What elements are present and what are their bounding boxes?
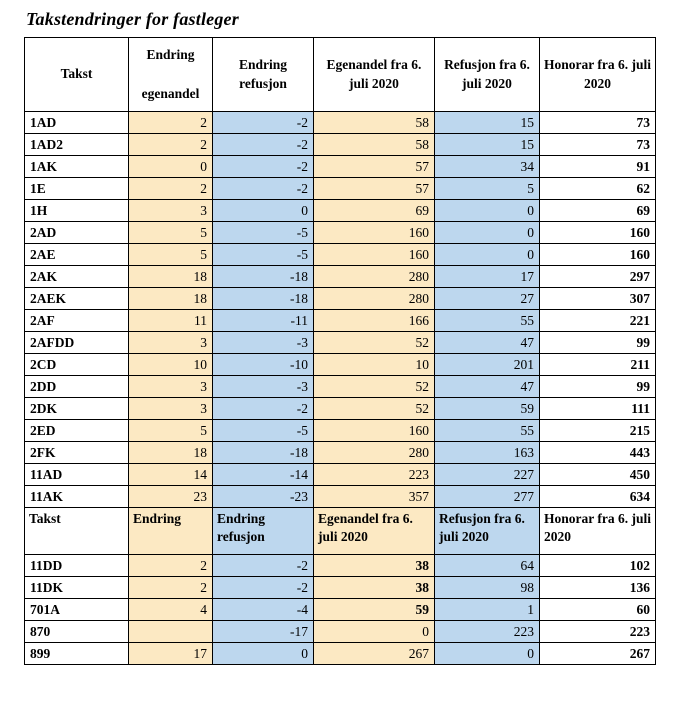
header2-endring-refusjon: Endring refusjon xyxy=(213,508,314,555)
refusjon-cell: 64 xyxy=(435,555,540,577)
endring-egenandel-cell: 2 xyxy=(129,112,213,134)
rows-top-section xyxy=(25,112,656,508)
egenandel-cell: 0 xyxy=(314,621,435,643)
endring-refusjon-cell: -2 xyxy=(213,555,314,577)
refusjon-cell: 47 xyxy=(435,376,540,398)
endring-refusjon-cell: 0 xyxy=(213,200,314,222)
header-row-mid xyxy=(25,508,656,555)
table-row xyxy=(25,178,656,200)
honorar-cell: 297 xyxy=(540,266,656,288)
header-refusjon-fra: Refusjon fra 6. juli 2020 xyxy=(435,38,540,112)
endring-egenandel-cell: 3 xyxy=(129,376,213,398)
endring-refusjon-cell: -2 xyxy=(213,178,314,200)
table-row xyxy=(25,577,656,599)
takst-code-cell: 2AFDD xyxy=(25,332,129,354)
header2-egenandel-fra: Egenandel fra 6. juli 2020 xyxy=(314,508,435,555)
table-row xyxy=(25,486,656,508)
table-row xyxy=(25,200,656,222)
table-row xyxy=(25,464,656,486)
header2-honorar-fra: Honorar fra 6. juli 2020 xyxy=(540,508,656,555)
egenandel-cell: 52 xyxy=(314,332,435,354)
endring-egenandel-cell: 17 xyxy=(129,643,213,665)
refusjon-cell: 55 xyxy=(435,310,540,332)
egenandel-cell: 69 xyxy=(314,200,435,222)
table-row xyxy=(25,555,656,577)
endring-refusjon-cell: -5 xyxy=(213,222,314,244)
endring-egenandel-cell: 2 xyxy=(129,555,213,577)
refusjon-cell: 98 xyxy=(435,577,540,599)
refusjon-cell: 55 xyxy=(435,420,540,442)
endring-refusjon-cell: -10 xyxy=(213,354,314,376)
refusjon-cell: 201 xyxy=(435,354,540,376)
endring-refusjon-cell: -2 xyxy=(213,112,314,134)
page-title: Takstendringer for fastleger xyxy=(26,9,239,29)
endring-refusjon-cell: -5 xyxy=(213,244,314,266)
honorar-cell: 307 xyxy=(540,288,656,310)
endring-refusjon-cell: -17 xyxy=(213,621,314,643)
takst-code-cell: 1AD xyxy=(25,112,129,134)
header2-endring: Endring xyxy=(129,508,213,555)
takst-code-cell: 11AD xyxy=(25,464,129,486)
rows-bottom-section xyxy=(25,555,656,665)
refusjon-cell: 59 xyxy=(435,398,540,420)
egenandel-cell: 38 xyxy=(314,577,435,599)
egenandel-cell: 57 xyxy=(314,156,435,178)
endring-refusjon-cell: -18 xyxy=(213,442,314,464)
header-egenandel-fra: Egenandel fra 6. juli 2020 xyxy=(314,38,435,112)
refusjon-cell: 163 xyxy=(435,442,540,464)
honorar-cell: 99 xyxy=(540,376,656,398)
honorar-cell: 160 xyxy=(540,244,656,266)
header-endring-egenandel xyxy=(129,38,213,112)
egenandel-cell: 160 xyxy=(314,222,435,244)
honorar-cell: 221 xyxy=(540,310,656,332)
header-honorar-fra: Honorar fra 6. juli 2020 xyxy=(540,38,656,112)
endring-refusjon-cell: 0 xyxy=(213,643,314,665)
takst-code-cell: 11AK xyxy=(25,486,129,508)
takst-code-cell: 2FK xyxy=(25,442,129,464)
honorar-cell: 136 xyxy=(540,577,656,599)
table-row xyxy=(25,621,656,643)
refusjon-cell: 0 xyxy=(435,643,540,665)
endring-egenandel-cell: 14 xyxy=(129,464,213,486)
egenandel-cell: 280 xyxy=(314,288,435,310)
header-takst: Takst xyxy=(25,38,129,112)
endring-egenandel-cell: 5 xyxy=(129,222,213,244)
endring-egenandel-cell: 3 xyxy=(129,200,213,222)
header-endring-refusjon: Endring refusjon xyxy=(213,38,314,112)
table-row xyxy=(25,332,656,354)
table-row xyxy=(25,112,656,134)
egenandel-cell: 38 xyxy=(314,555,435,577)
endring-refusjon-cell: -3 xyxy=(213,376,314,398)
refusjon-cell: 277 xyxy=(435,486,540,508)
takst-table xyxy=(24,37,656,665)
refusjon-cell: 34 xyxy=(435,156,540,178)
honorar-cell: 99 xyxy=(540,332,656,354)
egenandel-cell: 223 xyxy=(314,464,435,486)
honorar-cell: 450 xyxy=(540,464,656,486)
header2-takst: Takst xyxy=(25,508,129,555)
endring-refusjon-cell: -14 xyxy=(213,464,314,486)
egenandel-cell: 52 xyxy=(314,398,435,420)
honorar-cell: 111 xyxy=(540,398,656,420)
takst-code-cell: 701A xyxy=(25,599,129,621)
takst-code-cell: 2ED xyxy=(25,420,129,442)
endring-refusjon-cell: -23 xyxy=(213,486,314,508)
table-row xyxy=(25,222,656,244)
takst-code-cell: 1E xyxy=(25,178,129,200)
takst-code-cell: 1AK xyxy=(25,156,129,178)
honorar-cell: 69 xyxy=(540,200,656,222)
endring-egenandel-cell: 18 xyxy=(129,442,213,464)
endring-egenandel-cell xyxy=(129,621,213,643)
honorar-cell: 160 xyxy=(540,222,656,244)
table-row xyxy=(25,134,656,156)
endring-egenandel-cell: 5 xyxy=(129,420,213,442)
table-row xyxy=(25,420,656,442)
takst-code-cell: 11DD xyxy=(25,555,129,577)
endring-egenandel-cell: 5 xyxy=(129,244,213,266)
egenandel-cell: 58 xyxy=(314,134,435,156)
takst-code-cell: 2AF xyxy=(25,310,129,332)
takst-code-cell: 11DK xyxy=(25,577,129,599)
table-row xyxy=(25,244,656,266)
refusjon-cell: 0 xyxy=(435,222,540,244)
table-row xyxy=(25,156,656,178)
endring-refusjon-cell: -2 xyxy=(213,156,314,178)
refusjon-cell: 1 xyxy=(435,599,540,621)
table-row xyxy=(25,398,656,420)
header-endring-line1: Endring xyxy=(146,46,195,62)
endring-egenandel-cell: 0 xyxy=(129,156,213,178)
takst-code-cell: 2CD xyxy=(25,354,129,376)
endring-refusjon-cell: -18 xyxy=(213,288,314,310)
endring-egenandel-cell: 11 xyxy=(129,310,213,332)
honorar-cell: 73 xyxy=(540,112,656,134)
honorar-cell: 223 xyxy=(540,621,656,643)
egenandel-cell: 59 xyxy=(314,599,435,621)
takst-code-cell: 2DK xyxy=(25,398,129,420)
takst-code-cell: 2AEK xyxy=(25,288,129,310)
egenandel-cell: 267 xyxy=(314,643,435,665)
table-row xyxy=(25,442,656,464)
honorar-cell: 443 xyxy=(540,442,656,464)
endring-refusjon-cell: -2 xyxy=(213,398,314,420)
egenandel-cell: 160 xyxy=(314,420,435,442)
honorar-cell: 60 xyxy=(540,599,656,621)
endring-refusjon-cell: -4 xyxy=(213,599,314,621)
table-row xyxy=(25,599,656,621)
egenandel-cell: 280 xyxy=(314,442,435,464)
refusjon-cell: 5 xyxy=(435,178,540,200)
honorar-cell: 211 xyxy=(540,354,656,376)
endring-egenandel-cell: 4 xyxy=(129,599,213,621)
egenandel-cell: 58 xyxy=(314,112,435,134)
honorar-cell: 634 xyxy=(540,486,656,508)
egenandel-cell: 357 xyxy=(314,486,435,508)
takst-code-cell: 1H xyxy=(25,200,129,222)
honorar-cell: 62 xyxy=(540,178,656,200)
takst-code-cell: 1AD2 xyxy=(25,134,129,156)
table-row xyxy=(25,354,656,376)
egenandel-cell: 10 xyxy=(314,354,435,376)
egenandel-cell: 160 xyxy=(314,244,435,266)
endring-egenandel-cell: 18 xyxy=(129,288,213,310)
takst-code-cell: 2DD xyxy=(25,376,129,398)
honorar-cell: 91 xyxy=(540,156,656,178)
honorar-cell: 102 xyxy=(540,555,656,577)
endring-refusjon-cell: -2 xyxy=(213,577,314,599)
honorar-cell: 267 xyxy=(540,643,656,665)
table-row xyxy=(25,310,656,332)
table-row xyxy=(25,643,656,665)
endring-egenandel-cell: 2 xyxy=(129,134,213,156)
endring-egenandel-cell: 23 xyxy=(129,486,213,508)
endring-refusjon-cell: -5 xyxy=(213,420,314,442)
endring-egenandel-cell: 2 xyxy=(129,178,213,200)
endring-egenandel-cell: 18 xyxy=(129,266,213,288)
takst-code-cell: 2AE xyxy=(25,244,129,266)
takst-code-cell: 870 xyxy=(25,621,129,643)
egenandel-cell: 57 xyxy=(314,178,435,200)
table-row xyxy=(25,376,656,398)
refusjon-cell: 17 xyxy=(435,266,540,288)
takst-code-cell: 2AD xyxy=(25,222,129,244)
refusjon-cell: 15 xyxy=(435,112,540,134)
endring-egenandel-cell: 10 xyxy=(129,354,213,376)
endring-refusjon-cell: -3 xyxy=(213,332,314,354)
header-endring-line2: egenandel xyxy=(141,86,200,102)
endring-refusjon-cell: -11 xyxy=(213,310,314,332)
egenandel-cell: 280 xyxy=(314,266,435,288)
refusjon-cell: 0 xyxy=(435,244,540,266)
header-row-top xyxy=(25,38,656,112)
endring-refusjon-cell: -18 xyxy=(213,266,314,288)
takst-code-cell: 2AK xyxy=(25,266,129,288)
egenandel-cell: 52 xyxy=(314,376,435,398)
refusjon-cell: 27 xyxy=(435,288,540,310)
table-row xyxy=(25,288,656,310)
honorar-cell: 215 xyxy=(540,420,656,442)
refusjon-cell: 47 xyxy=(435,332,540,354)
endring-refusjon-cell: -2 xyxy=(213,134,314,156)
refusjon-cell: 227 xyxy=(435,464,540,486)
takst-code-cell: 899 xyxy=(25,643,129,665)
endring-egenandel-cell: 3 xyxy=(129,398,213,420)
refusjon-cell: 0 xyxy=(435,200,540,222)
honorar-cell: 73 xyxy=(540,134,656,156)
refusjon-cell: 15 xyxy=(435,134,540,156)
table-row xyxy=(25,266,656,288)
egenandel-cell: 166 xyxy=(314,310,435,332)
refusjon-cell: 223 xyxy=(435,621,540,643)
header2-refusjon-fra: Refusjon fra 6. juli 2020 xyxy=(435,508,540,555)
endring-egenandel-cell: 3 xyxy=(129,332,213,354)
endring-egenandel-cell: 2 xyxy=(129,577,213,599)
